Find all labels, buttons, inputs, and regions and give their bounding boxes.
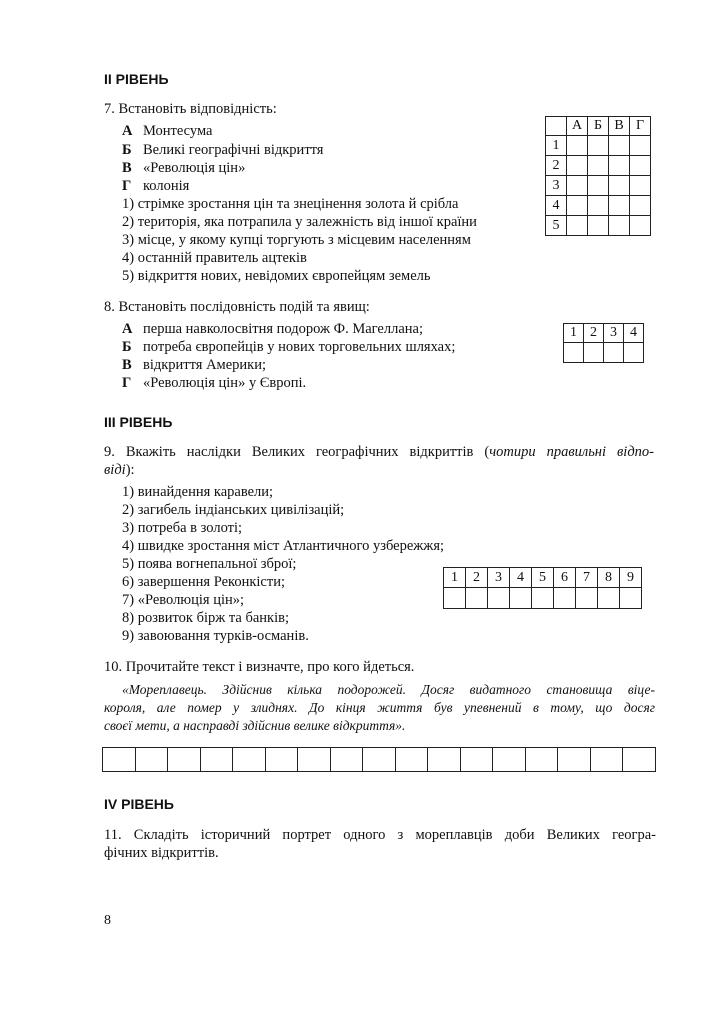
section-heading-level2: ІІ РІВЕНЬ bbox=[104, 71, 169, 87]
table-row-label: 5 bbox=[546, 216, 567, 236]
table-row bbox=[103, 748, 656, 772]
table-row bbox=[564, 343, 644, 363]
q8-item-text: «Революція цін» у Європі. bbox=[143, 375, 307, 391]
answer-cell[interactable] bbox=[567, 176, 588, 196]
table-header-row bbox=[564, 324, 644, 343]
q9-title-line2-end: ): bbox=[125, 462, 135, 478]
answer-cell[interactable] bbox=[460, 748, 493, 772]
answer-cell[interactable] bbox=[630, 196, 651, 216]
answer-cell[interactable] bbox=[604, 343, 624, 363]
answer-cell[interactable] bbox=[588, 176, 609, 196]
answer-cell[interactable] bbox=[493, 748, 526, 772]
answer-cell[interactable] bbox=[103, 748, 136, 772]
q9-title-italic: чотири правильні відпо- bbox=[489, 444, 654, 460]
q7-item-text: Монтесума bbox=[143, 123, 213, 139]
q9-title-line2-italic: віді bbox=[104, 462, 126, 478]
answer-cell[interactable] bbox=[588, 136, 609, 156]
q7-item-b bbox=[122, 141, 323, 159]
table-header-cell: 3 bbox=[488, 568, 510, 588]
answer-cell[interactable] bbox=[363, 748, 396, 772]
question-11-line-2: фічних відкриттів. bbox=[104, 845, 219, 861]
answer-cell[interactable] bbox=[609, 196, 630, 216]
page-number: 8 bbox=[104, 913, 111, 928]
table-row-label: 1 bbox=[546, 136, 567, 156]
q8-item-b bbox=[122, 338, 455, 356]
table-header-cell: 8 bbox=[598, 568, 620, 588]
table-header-cell: 9 bbox=[620, 568, 642, 588]
answer-cell[interactable] bbox=[630, 136, 651, 156]
answer-cell[interactable] bbox=[576, 588, 598, 609]
answer-cell[interactable] bbox=[623, 748, 656, 772]
q7-item-text: колонія bbox=[143, 178, 190, 194]
answer-cell[interactable] bbox=[590, 748, 623, 772]
q7-item-letter: В bbox=[122, 160, 132, 176]
answer-cell[interactable] bbox=[609, 136, 630, 156]
table-row bbox=[546, 216, 651, 236]
answer-cell[interactable] bbox=[630, 216, 651, 236]
answer-cell[interactable] bbox=[525, 748, 558, 772]
table-header-cell: 2 bbox=[584, 324, 604, 343]
table-header-cell: 6 bbox=[554, 568, 576, 588]
table-row-label: 3 bbox=[546, 176, 567, 196]
table-header-cell: 7 bbox=[576, 568, 598, 588]
table-row-label: 2 bbox=[546, 156, 567, 176]
answer-cell[interactable] bbox=[558, 748, 591, 772]
question-8-title: 8. Встановіть послідовність подій та явищ: bbox=[104, 299, 370, 315]
table-row-label: 4 bbox=[546, 196, 567, 216]
table-row bbox=[546, 176, 651, 196]
answer-cell[interactable] bbox=[554, 588, 576, 609]
q8-item-letter: В bbox=[122, 357, 132, 373]
q7-item-letter: А bbox=[122, 123, 133, 139]
q9-option-1: 1) винайдення каравели; bbox=[122, 484, 274, 500]
q9-option-7: 7) «Революція цін»; bbox=[122, 592, 245, 608]
q9-option-9: 9) завоювання турків-османів. bbox=[122, 628, 309, 644]
answer-cell[interactable] bbox=[200, 748, 233, 772]
answer-cell[interactable] bbox=[330, 748, 363, 772]
q8-item-text: перша навколосвітня подорож Ф. Магеллана; bbox=[143, 321, 423, 337]
question-9-title bbox=[104, 443, 654, 461]
answer-cell[interactable] bbox=[588, 196, 609, 216]
table-row bbox=[546, 156, 651, 176]
answer-cell[interactable] bbox=[233, 748, 266, 772]
answer-cell[interactable] bbox=[598, 588, 620, 609]
answer-cell[interactable] bbox=[567, 216, 588, 236]
q9-option-3: 3) потреба в золоті; bbox=[122, 520, 243, 536]
answer-cell[interactable] bbox=[567, 156, 588, 176]
answer-cell[interactable] bbox=[624, 343, 644, 363]
table-header-cell: 4 bbox=[510, 568, 532, 588]
answer-cell[interactable] bbox=[564, 343, 584, 363]
q10-quote-line-1: «Мореплавець. Здійснив кілька подорожей. Досяг видатного становища віце- bbox=[122, 682, 655, 697]
q9-option-6: 6) завершення Реконкісти; bbox=[122, 574, 285, 590]
q8-item-text: відкриття Америки; bbox=[143, 357, 267, 373]
table-header-cell: Г bbox=[630, 117, 651, 136]
table-header-cell: А bbox=[567, 117, 588, 136]
answer-cell[interactable] bbox=[567, 136, 588, 156]
question-11-line-1: 11. Складіть історичний портрет одного з мореплавців доби Великих геогра- bbox=[104, 827, 656, 843]
answer-cell[interactable] bbox=[466, 588, 488, 609]
q10-answer-table bbox=[102, 747, 656, 772]
q7-item-letter: Г bbox=[122, 178, 132, 194]
question-9-title-line2 bbox=[104, 461, 135, 479]
answer-cell[interactable] bbox=[395, 748, 428, 772]
q8-item-a bbox=[122, 320, 423, 338]
answer-cell[interactable] bbox=[630, 156, 651, 176]
table-header-cell: Б bbox=[588, 117, 609, 136]
table-header-row bbox=[444, 568, 642, 588]
answer-cell[interactable] bbox=[620, 588, 642, 609]
answer-cell[interactable] bbox=[168, 748, 201, 772]
answer-cell[interactable] bbox=[298, 748, 331, 772]
table-header-cell: 4 bbox=[624, 324, 644, 343]
q7-option-1: 1) стрімке зростання цін та знецінення золота й срібла bbox=[122, 196, 459, 212]
q10-quote-line-3: своєї мети, а насправді здійснив велике відкриття». bbox=[104, 718, 406, 733]
answer-cell[interactable] bbox=[135, 748, 168, 772]
q7-item-text: «Революція цін» bbox=[143, 160, 246, 176]
q8-item-letter: Б bbox=[122, 339, 132, 355]
q9-option-4: 4) швидке зростання міст Атлантичного узбережжя; bbox=[122, 538, 445, 554]
answer-cell[interactable] bbox=[630, 176, 651, 196]
section-heading-level3: ІІІ РІВЕНЬ bbox=[104, 414, 173, 430]
answer-cell[interactable] bbox=[265, 748, 298, 772]
table-row bbox=[444, 588, 642, 609]
q7-option-3: 3) місце, у якому купці торгують з місцевим населенням bbox=[122, 232, 471, 248]
q10-quote-line-2: короля, але помер у злиднях. До кінця життя був упевнений в тому, що досяг bbox=[104, 700, 655, 715]
answer-cell[interactable] bbox=[510, 588, 532, 609]
answer-cell[interactable] bbox=[584, 343, 604, 363]
table-header-row bbox=[546, 117, 651, 136]
q7-item-h bbox=[122, 177, 189, 195]
q7-option-2: 2) територія, яка потрапила у залежність від іншої країни bbox=[122, 214, 477, 230]
q7-option-5: 5) відкриття нових, невідомих європейцям земель bbox=[122, 268, 431, 284]
answer-cell[interactable] bbox=[588, 216, 609, 236]
answer-cell[interactable] bbox=[444, 588, 466, 609]
q8-item-letter: Г bbox=[122, 375, 132, 391]
answer-cell[interactable] bbox=[488, 588, 510, 609]
table-header-cell: 3 bbox=[604, 324, 624, 343]
answer-cell[interactable] bbox=[588, 156, 609, 176]
answer-cell[interactable] bbox=[609, 176, 630, 196]
table-header-cell: В bbox=[609, 117, 630, 136]
answer-cell[interactable] bbox=[609, 216, 630, 236]
q8-answer-table bbox=[563, 323, 644, 363]
section-heading-level4: IV РІВЕНЬ bbox=[104, 796, 174, 812]
answer-cell[interactable] bbox=[609, 156, 630, 176]
question-10-title: 10. Прочитайте текст і визначте, про кого йдеться. bbox=[104, 659, 415, 675]
q7-answer-table bbox=[545, 116, 651, 236]
table-row bbox=[546, 136, 651, 156]
q8-item-text: потреба європейців у нових торговельних шляхах; bbox=[143, 339, 456, 355]
answer-cell[interactable] bbox=[532, 588, 554, 609]
q9-option-5: 5) поява вогнепальної зброї; bbox=[122, 556, 297, 572]
table-header-cell: 2 bbox=[466, 568, 488, 588]
table-header-cell: 1 bbox=[564, 324, 584, 343]
table-header-cell: 5 bbox=[532, 568, 554, 588]
q8-item-v bbox=[122, 356, 266, 374]
table-corner-cell bbox=[546, 117, 567, 136]
q7-option-4: 4) останній правитель ацтеків bbox=[122, 250, 307, 266]
q7-item-a bbox=[122, 122, 213, 140]
answer-cell[interactable] bbox=[567, 196, 588, 216]
q9-option-8: 8) розвиток бірж та банків; bbox=[122, 610, 289, 626]
q9-answer-table bbox=[443, 567, 642, 609]
q7-item-letter: Б bbox=[122, 142, 132, 158]
q8-item-h bbox=[122, 374, 306, 392]
q7-item-v bbox=[122, 159, 245, 177]
question-7-title: 7. Встановіть відповідність: bbox=[104, 101, 277, 117]
q9-option-2: 2) загибель індіанських цивілізацій; bbox=[122, 502, 345, 518]
q9-title-main: 9. Вкажіть наслідки Великих географічних відкриттів ( bbox=[104, 444, 490, 460]
answer-cell[interactable] bbox=[428, 748, 461, 772]
q7-item-text: Великі географічні відкриття bbox=[143, 142, 324, 158]
table-row bbox=[546, 196, 651, 216]
q8-item-letter: А bbox=[122, 321, 133, 337]
table-header-cell: 1 bbox=[444, 568, 466, 588]
